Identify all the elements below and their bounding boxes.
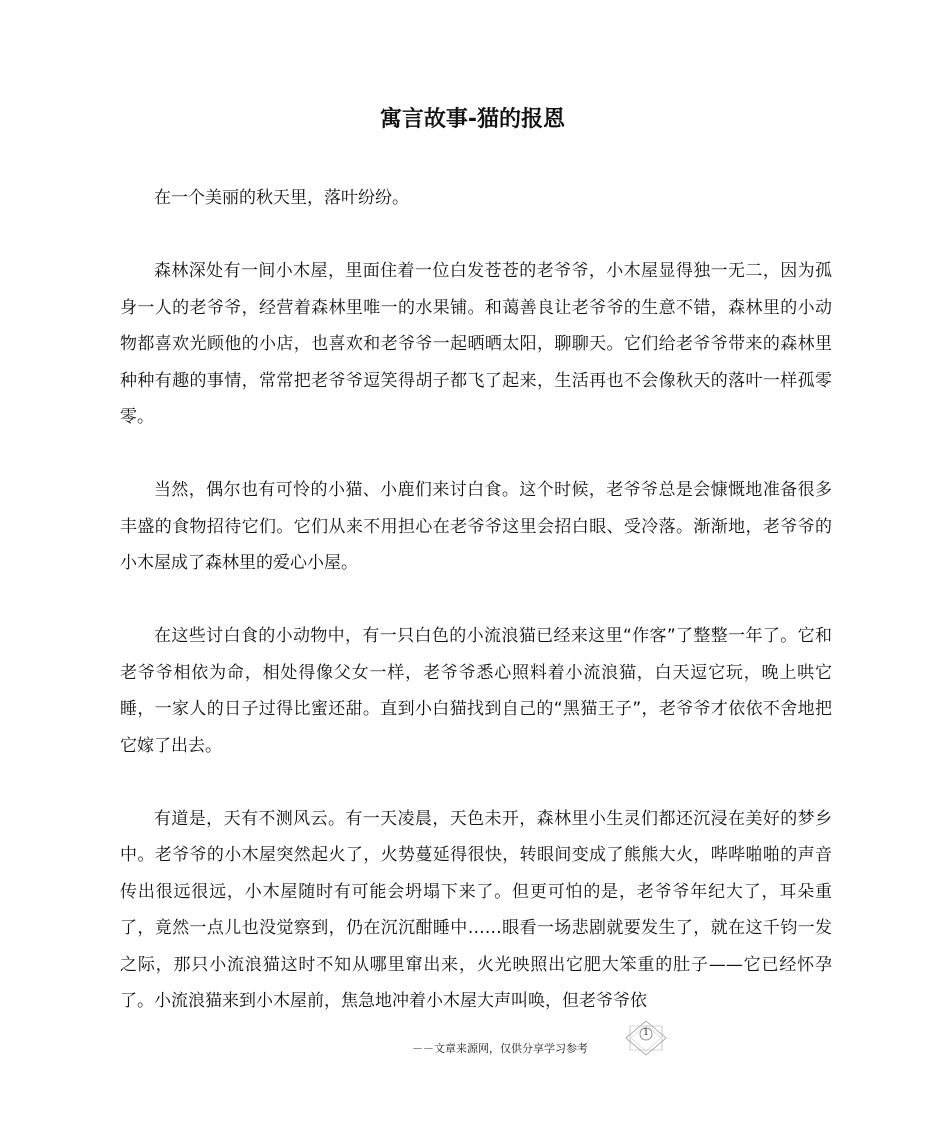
paragraph: 有道是，天有不测风云。有一天凌晨，天色未开，森林里小生灵们都还沉浸在美好的梦乡中。老爷爷的小木屋突然起火了，火势蔓延得很快，转眼间变成了熊熊大火，哔哔啪啪的声音传出很远很远，小木屋随时有可能会坍塌下来了。但更可怕的是，老爷爷年纪大了，耳朵重了，竟然一点儿也没觉察到，仍在沉沉酣睡中……眼看一场悲剧就要发生了，就在这千钧一发之际，那只小流浪猫这时不知从哪里窜出来，火光映照出它肥大笨重的肚子——它已经怀孕了。小流浪猫来到小木屋前，焦急地冲着小木屋大声叫唤，但老爷爷依 bbox=[120, 808, 832, 1011]
document-title: 寓言故事-猫的报恩 bbox=[379, 107, 566, 132]
page-badge-ornament-icon bbox=[624, 1020, 668, 1056]
document-body bbox=[120, 180, 832, 1020]
page-footer bbox=[0, 1020, 945, 1080]
page-number: 1 bbox=[642, 1027, 650, 1038]
page-number-badge bbox=[624, 1020, 668, 1056]
paragraph: 当然，偶尔也有可怜的小猫、小鹿们来讨白食。这个时候，老爷爷总是会慷慨地准备很多丰盛的食物招待它们。它们从来不用担心在老爷爷这里会招白眼、受冷落。渐渐地，老爷爷的小木屋成了森林里的爱心小屋。 bbox=[120, 480, 832, 573]
paragraph: 在这些讨白食的小动物中，有一只白色的小流浪猫已经来这里“作客”了整整一年了。它和老爷爷相依为命，相处得像父女一样，老爷爷悉心照料着小流浪猫，白天逗它玩，晚上哄它睡，一家人的日子过得比蜜还甜。直到小白猫找到自己的“黑猫王子”，老爷爷才依依不舍地把它嫁了出去。 bbox=[120, 626, 832, 756]
paragraph: 森林深处有一间小木屋，里面住着一位白发苍苍的老爷爷，小木屋显得独一无二，因为孤身一人的老爷爷，经营着森林里唯一的水果铺。和蔼善良让老爷爷的生意不错，森林里的小动物都喜欢光顾他的小店，也喜欢和老爷爷一起晒晒太阳，聊聊天。它们给老爷爷带来的森林里种种有趣的事情，常常把老爷爷逗笑得胡子都飞了起来，生活再也不会像秋天的落叶一样孤零零。 bbox=[120, 261, 832, 427]
paragraph: 在一个美丽的秋天里，落叶纷纷。 bbox=[154, 188, 409, 208]
footer-source-note: －－文章来源网，仅供分享学习参考 bbox=[412, 1042, 588, 1055]
